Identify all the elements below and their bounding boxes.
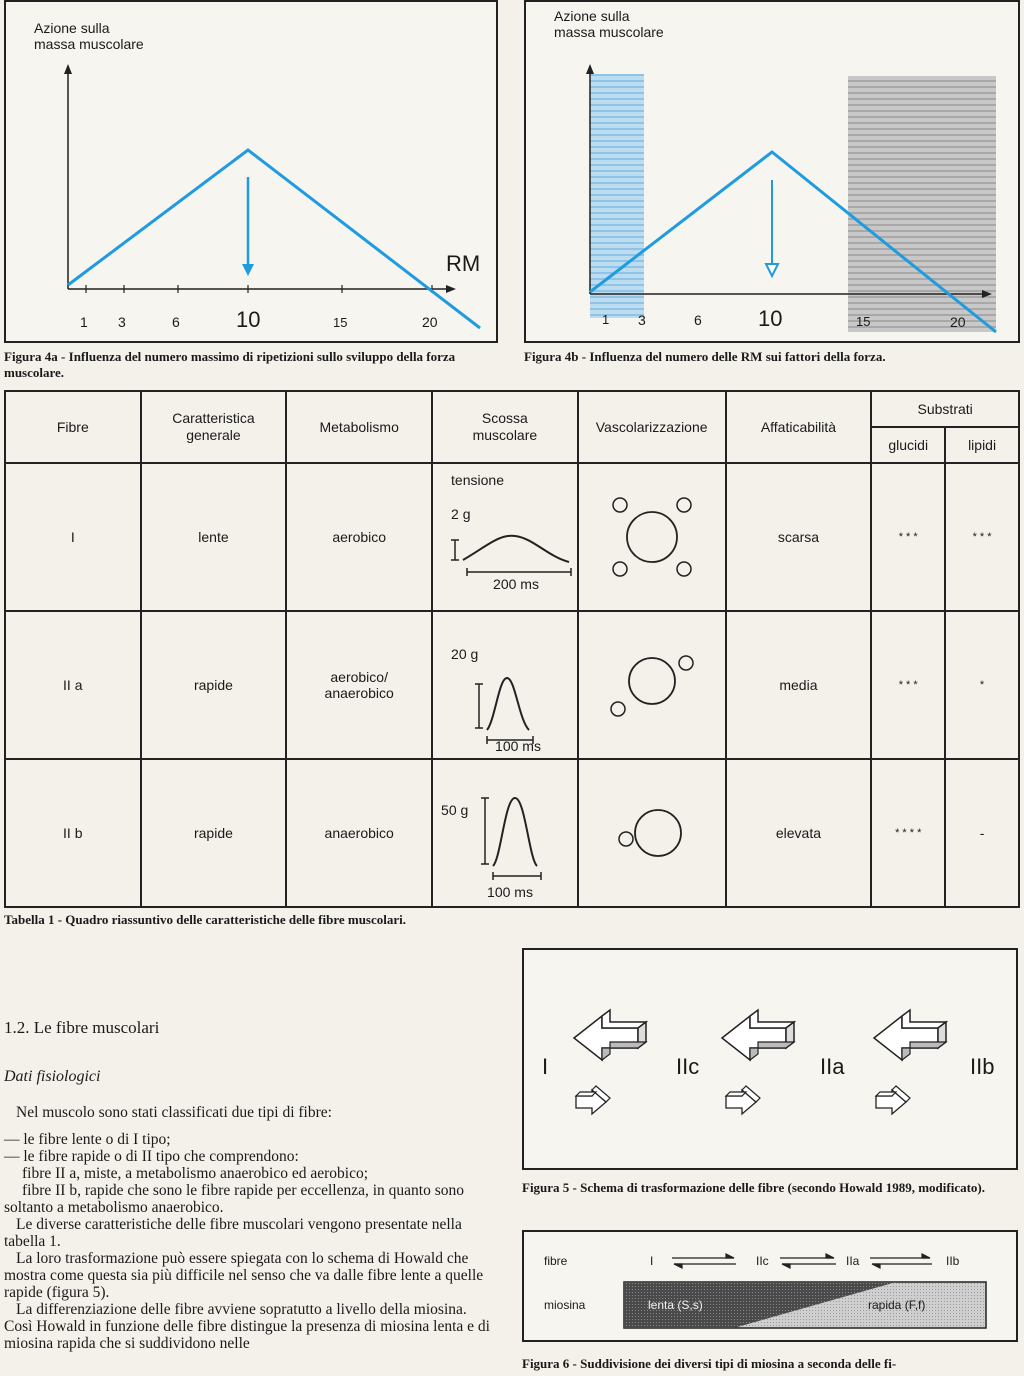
twitch-curve-slow [437,518,577,614]
paragraph: La differenziazione delle fibre avviene sopratutto a livello della miosina. Così Howald in funzione delle fibre distingue la presenza di miosina lenta e di miosina rapida che si suddividono nelle [4,1301,490,1352]
arrow-right-small [726,1086,760,1114]
tick-label-1: 1 [602,312,610,327]
scossa-amplitude: 50 g [441,802,469,818]
type-IIb: IIb [946,1254,960,1268]
paragraph: — le fibre lente o di I tipo; [4,1131,171,1148]
tick-label-1: 1 [80,314,88,330]
section-subheading: Dati fisiologici [4,1068,101,1085]
table-1 [4,390,1020,908]
scossa-amplitude: 2 g [451,506,471,522]
tick-label-6: 6 [172,314,180,330]
paragraph: La loro trasformazione può essere spiegata con lo schema di Howald che mostra come questa sia più difficile nel senso che va dalle fibre lente a quelle rapide (figura 5). [4,1250,484,1301]
figure-4b-caption: Figura 4b - Influenza del numero delle RM sui fattori della forza. [524,349,886,364]
cell-scossa [432,759,578,907]
cell-metabolismo: aerobico [286,463,432,611]
cell-fibre: II a [5,611,141,759]
capillary-diagram [602,787,702,877]
cell-vascolarizzazione [578,611,726,759]
scossa-duration: 100 ms [495,738,541,754]
paragraph: — le fibre rapide o di II tipo che comprendono: [4,1148,299,1165]
header-glucidi: glucidi [871,427,945,463]
y-axis-label: Azione sulla massa muscolare [34,20,144,52]
scossa-duration: 200 ms [493,576,539,592]
fibre-label-IIb: IIb [970,1054,995,1079]
cell-lipidi: * * * [945,463,1019,611]
cell-fibre: I [5,463,141,611]
scossa-label-tensione: tensione [451,472,504,488]
figure-6-caption: Figura 6 - Suddivisione dei diversi tipi di miosina a seconda delle fi- [522,1356,897,1371]
figure-4b [524,0,1020,343]
arrow-right-small [876,1086,910,1114]
paragraph: Le diverse caratteristiche delle fibre muscolari vengono presentate nella tabella 1. [4,1216,462,1250]
arrow-left-large [874,1010,946,1060]
row-label-fibre: fibre [544,1254,568,1268]
header-caratteristica: Caratteristica generale [141,391,287,463]
tick-label-3: 3 [638,312,646,328]
label-lenta: lenta (S,s) [648,1298,703,1312]
rm-line [68,150,480,328]
table-row [5,759,1019,907]
section-heading: 1.2. Le fibre muscolari [4,1018,160,1037]
cell-affaticabilita: scarsa [726,463,872,611]
fibre-label-IIa: IIa [820,1054,845,1079]
tick-label-15: 15 [333,315,348,330]
table-1-caption: Tabella 1 - Quadro riassuntivo delle caratteristiche delle fibre muscolari. [4,912,407,927]
header-metabolismo: Metabolismo [286,391,432,463]
blue-band [590,74,644,318]
label-rapida: rapida (F,f) [868,1298,926,1312]
cell-scossa [432,463,578,611]
fiber-transformation-diagram [524,950,1016,1168]
cell-scossa [432,611,578,759]
cell-glucidi: * * * * [871,759,945,907]
cell-fibre: II b [5,759,141,907]
paragraph: fibre II b, rapide che sono le fibre rapide per eccellenza, in quanto sono soltanto a metabolismo anaerobico. [4,1182,464,1216]
header-vascolarizzazione: Vascolarizzazione [578,391,726,463]
header-lipidi: lipidi [945,427,1019,463]
type-IIa: IIa [846,1254,860,1268]
figure-5 [522,948,1018,1170]
tick-label-20: 20 [422,314,438,330]
tick-label-10: 10 [236,307,261,332]
cell-glucidi: * * * [871,463,945,611]
type-I: I [650,1254,654,1268]
arrow-left-large [722,1010,794,1060]
tick-label-20: 20 [950,314,966,330]
x-axis-label: RM [446,251,481,276]
fibre-label-I: I [542,1054,549,1079]
figure-4a-chart [6,2,496,341]
capillary-diagram [602,491,702,581]
header-scossa: Scossa muscolare [432,391,578,463]
scossa-duration: 100 ms [487,884,533,900]
twitch-curve-fast [437,788,577,898]
arrow-right-small [576,1086,610,1114]
section-body [4,1104,498,1352]
y-axis-label: Azione sulla massa muscolare [554,8,664,40]
cell-glucidi: * * * [871,611,945,759]
tick-label-15: 15 [856,314,871,329]
cell-affaticabilita: elevata [726,759,872,907]
header-affaticabilita: Affaticabilità [726,391,872,463]
header-substrati: Substrati [871,391,1019,427]
header-fibre: Fibre [5,391,141,463]
tick-label-10: 10 [758,306,783,331]
table-row [5,611,1019,759]
tick-label-3: 3 [118,314,126,330]
paragraph: Nel muscolo sono stati classificati due tipi di fibre: [16,1104,332,1121]
table-row [5,463,1019,611]
cell-caratteristica: lente [141,463,287,611]
capillary-diagram [602,639,702,729]
figure-5-caption: Figura 5 - Schema di trasformazione delle fibre (secondo Howald 1989, modificato). [522,1180,986,1195]
cell-metabolismo: aerobico/ anaerobico [286,611,432,759]
cell-caratteristica: rapide [141,611,287,759]
cell-vascolarizzazione [578,463,726,611]
figure-4b-chart [526,2,1018,341]
fibre-label-IIc: IIc [676,1054,700,1079]
myosin-diagram [524,1232,1016,1340]
cell-vascolarizzazione [578,759,726,907]
figure-6 [522,1230,1018,1342]
cell-affaticabilita: media [726,611,872,759]
cell-lipidi: - [945,759,1019,907]
cell-caratteristica: rapide [141,759,287,907]
cell-lipidi: * [945,611,1019,759]
arrow-left-large [574,1010,646,1060]
tick-label-6: 6 [694,312,702,328]
figure-4a [4,0,498,343]
figure-4a-caption: Figura 4a - Influenza del numero massimo di ripetizioni sullo sviluppo della forza muscolare. [4,349,456,380]
scossa-amplitude: 20 g [451,646,479,662]
row-label-miosina: miosina [544,1298,586,1312]
cell-metabolismo: anaerobico [286,759,432,907]
type-IIc: IIc [756,1254,769,1268]
paragraph: fibre II a, miste, a metabolismo anaerobico ed aerobico; [22,1165,369,1182]
